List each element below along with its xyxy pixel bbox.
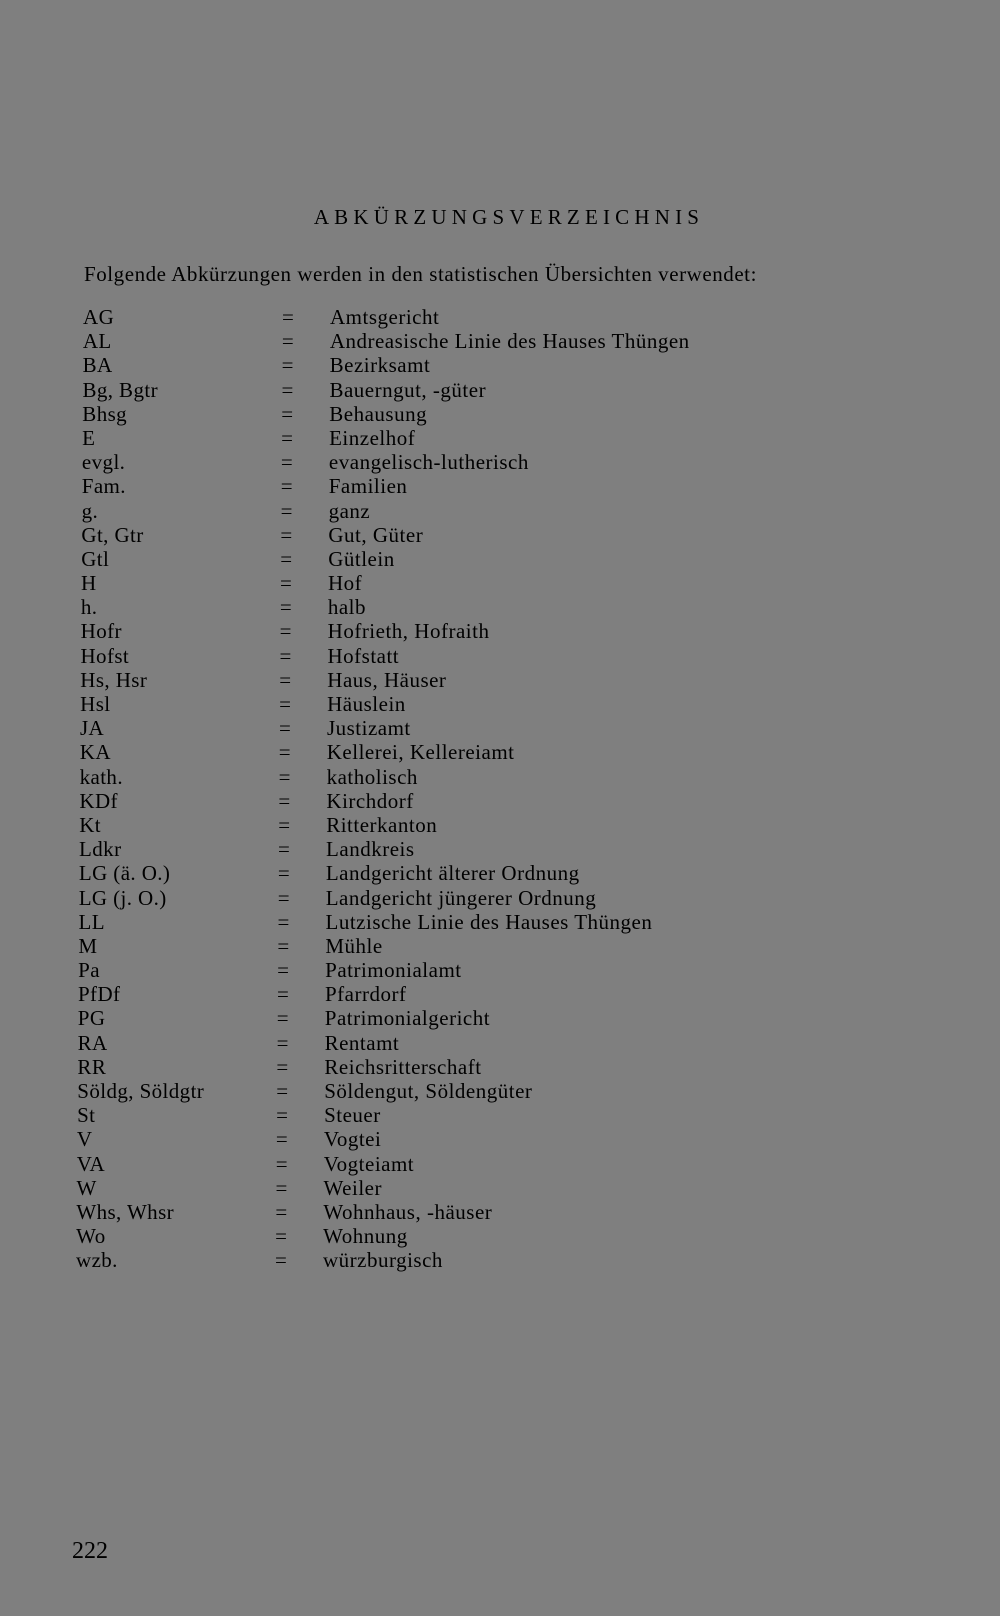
list-item bbox=[0, 1200, 1000, 1224]
page-title: ABKÜRZUNGSVERZEICHNIS bbox=[313, 205, 705, 229]
abbreviation: Pa bbox=[78, 958, 100, 983]
abbreviation: evgl. bbox=[81, 450, 126, 475]
abbreviation: Hs, Hsr bbox=[80, 667, 148, 692]
abbreviation: kath. bbox=[79, 764, 123, 789]
list-item bbox=[0, 886, 1000, 910]
equals-sign: = bbox=[276, 1054, 289, 1079]
meaning: Patrimonialgericht bbox=[324, 1006, 491, 1031]
abbreviation: Whs, Whsr bbox=[76, 1199, 175, 1224]
equals-sign: = bbox=[278, 764, 291, 789]
meaning: Söldengut, Söldengüter bbox=[324, 1079, 533, 1103]
list-item bbox=[0, 426, 1000, 450]
equals-sign: = bbox=[277, 861, 290, 886]
abbreviation: AL bbox=[82, 329, 112, 354]
meaning: Häuslein bbox=[327, 692, 406, 716]
meaning: Andreasische Linie des Hauses Thüngen bbox=[329, 329, 690, 354]
meaning: Landgericht älterer Ordnung bbox=[325, 861, 580, 886]
list-item bbox=[0, 1176, 1000, 1200]
list-item bbox=[0, 1055, 1000, 1079]
list-item bbox=[0, 837, 1000, 861]
list-item bbox=[0, 668, 1000, 692]
equals-sign: = bbox=[275, 1175, 288, 1200]
list-item bbox=[0, 450, 1000, 474]
meaning: Kellerei, Kellereiamt bbox=[326, 740, 515, 765]
equals-sign: = bbox=[275, 1248, 287, 1273]
list-item bbox=[0, 982, 1000, 1006]
meaning: Landkreis bbox=[326, 837, 415, 862]
equals-sign: = bbox=[280, 546, 293, 571]
page-number: 222 bbox=[72, 1538, 108, 1564]
list-item bbox=[0, 1248, 1000, 1272]
list-item bbox=[0, 644, 1000, 668]
equals-sign: = bbox=[279, 643, 292, 668]
list-item bbox=[0, 499, 1000, 523]
list-item bbox=[0, 1152, 1000, 1176]
equals-sign: = bbox=[281, 425, 293, 450]
equals-sign: = bbox=[276, 1079, 289, 1103]
abbreviation: Hofst bbox=[80, 643, 130, 668]
abbreviation: Hsl bbox=[80, 692, 111, 716]
abbreviation: Kt bbox=[79, 812, 102, 837]
abbreviation: KDf bbox=[79, 788, 118, 813]
list-item bbox=[0, 305, 1000, 329]
meaning: Lutzische Linie des Hauses Thüngen bbox=[325, 909, 653, 934]
equals-sign: = bbox=[281, 401, 294, 426]
meaning: halb bbox=[327, 595, 366, 620]
abbreviation-list bbox=[0, 305, 1000, 1273]
meaning: Gütlein bbox=[328, 546, 395, 571]
equals-sign: = bbox=[276, 1103, 288, 1128]
abbreviation: V bbox=[76, 1127, 93, 1152]
meaning: Bezirksamt bbox=[329, 353, 431, 378]
abbreviation: Söldg, Söldgtr bbox=[77, 1079, 205, 1103]
meaning: Wohnung bbox=[323, 1224, 408, 1249]
abbreviation: PG bbox=[77, 1006, 106, 1031]
abbreviation: Fam. bbox=[81, 474, 126, 499]
abbreviation: Gtl bbox=[81, 546, 110, 571]
abbreviation: KA bbox=[79, 740, 111, 765]
meaning: Bauerngut, -güter bbox=[329, 377, 487, 402]
equals-sign: = bbox=[277, 909, 290, 934]
abbreviation: Bg, Bgtr bbox=[82, 377, 158, 402]
equals-sign: = bbox=[279, 619, 292, 644]
list-item bbox=[0, 547, 1000, 571]
abbreviation: g. bbox=[81, 498, 99, 523]
list-item bbox=[0, 958, 1000, 982]
equals-sign: = bbox=[280, 474, 293, 499]
equals-sign: = bbox=[276, 1006, 289, 1031]
abbreviation: Gt, Gtr bbox=[81, 522, 144, 547]
meaning: Vogteiamt bbox=[323, 1151, 415, 1176]
equals-sign: = bbox=[278, 837, 290, 862]
meaning: Hof bbox=[328, 571, 363, 596]
list-item bbox=[0, 861, 1000, 885]
equals-sign: = bbox=[278, 788, 291, 813]
list-item bbox=[0, 619, 1000, 643]
list-item bbox=[0, 813, 1000, 837]
abbreviation: PfDf bbox=[77, 982, 121, 1007]
abbreviation: RA bbox=[77, 1030, 108, 1055]
list-item bbox=[0, 378, 1000, 402]
abbreviation: JA bbox=[79, 716, 105, 741]
meaning: Kirchdorf bbox=[326, 788, 414, 813]
meaning: Haus, Häuser bbox=[327, 667, 447, 692]
meaning: evangelisch-lutherisch bbox=[328, 450, 529, 475]
list-item bbox=[0, 329, 1000, 353]
equals-sign: = bbox=[275, 1224, 288, 1249]
equals-sign: = bbox=[277, 933, 290, 958]
meaning: würzburgisch bbox=[323, 1248, 443, 1273]
list-item bbox=[0, 1079, 1000, 1103]
meaning: Einzelhof bbox=[329, 425, 416, 450]
equals-sign: = bbox=[275, 1199, 288, 1224]
equals-sign: = bbox=[278, 812, 291, 837]
equals-sign: = bbox=[279, 692, 291, 716]
meaning: Pfarrdorf bbox=[324, 982, 407, 1007]
meaning: Patrimonialamt bbox=[325, 958, 462, 983]
list-item bbox=[0, 402, 1000, 426]
meaning: Landgericht jüngerer Ordnung bbox=[325, 885, 597, 910]
equals-sign: = bbox=[278, 740, 291, 765]
equals-sign: = bbox=[280, 498, 293, 523]
meaning: katholisch bbox=[326, 764, 418, 789]
equals-sign: = bbox=[280, 522, 293, 547]
abbreviation: M bbox=[78, 933, 98, 958]
meaning: Hofstatt bbox=[327, 643, 400, 668]
abbreviation: W bbox=[76, 1175, 97, 1200]
equals-sign: = bbox=[277, 885, 290, 910]
abbreviation: AG bbox=[83, 305, 115, 329]
equals-sign: = bbox=[281, 353, 294, 378]
list-item bbox=[0, 571, 1000, 595]
abbreviation: LG (j. O.) bbox=[78, 885, 167, 910]
list-item bbox=[0, 934, 1000, 958]
list-item bbox=[0, 1031, 1000, 1055]
equals-sign: = bbox=[281, 329, 294, 354]
list-item bbox=[0, 1127, 1000, 1151]
meaning: Weiler bbox=[323, 1175, 382, 1200]
equals-sign: = bbox=[280, 450, 293, 475]
meaning: Gut, Güter bbox=[328, 522, 424, 547]
equals-sign: = bbox=[275, 1151, 288, 1176]
meaning: Wohnhaus, -häuser bbox=[323, 1199, 493, 1224]
equals-sign: = bbox=[280, 571, 292, 596]
list-item bbox=[0, 910, 1000, 934]
abbreviation: h. bbox=[80, 595, 98, 620]
list-item bbox=[0, 1006, 1000, 1030]
abbreviation: BA bbox=[82, 353, 113, 378]
abbreviation: RR bbox=[77, 1054, 107, 1079]
abbreviation: St bbox=[77, 1103, 96, 1128]
list-item bbox=[0, 789, 1000, 813]
abbreviation: LG (ä. O.) bbox=[78, 861, 171, 886]
abbreviation: Hofr bbox=[80, 619, 122, 644]
list-item bbox=[0, 523, 1000, 547]
abbreviation: Bhsg bbox=[82, 401, 128, 426]
equals-sign: = bbox=[275, 1127, 288, 1152]
list-item bbox=[0, 1103, 1000, 1127]
list-item bbox=[0, 765, 1000, 789]
meaning: Justizamt bbox=[326, 716, 411, 741]
equals-sign: = bbox=[279, 595, 292, 620]
meaning: Familien bbox=[328, 474, 408, 499]
meaning: Hofrieth, Hofraith bbox=[327, 619, 490, 644]
meaning: Amtsgericht bbox=[330, 305, 440, 329]
abbreviation: E bbox=[82, 425, 96, 450]
equals-sign: = bbox=[278, 716, 291, 741]
meaning: Reichsritterschaft bbox=[324, 1054, 482, 1079]
intro-text: Folgende Abkürzungen werden in den statistischen Übersichten verwendet: bbox=[84, 262, 757, 286]
equals-sign: = bbox=[282, 305, 294, 329]
meaning: ganz bbox=[328, 498, 371, 523]
list-item bbox=[0, 740, 1000, 764]
meaning: Rentamt bbox=[324, 1030, 400, 1055]
meaning: Steuer bbox=[324, 1103, 381, 1128]
abbreviation: LL bbox=[78, 909, 105, 934]
list-item bbox=[0, 474, 1000, 498]
list-item bbox=[0, 353, 1000, 377]
abbreviation: Ldkr bbox=[79, 837, 122, 862]
abbreviation: H bbox=[81, 571, 97, 596]
abbreviation: wzb. bbox=[76, 1248, 118, 1273]
list-item bbox=[0, 716, 1000, 740]
abbreviation: VA bbox=[76, 1151, 106, 1176]
meaning: Mühle bbox=[325, 933, 383, 958]
meaning: Ritterkanton bbox=[326, 812, 438, 837]
equals-sign: = bbox=[277, 958, 289, 983]
equals-sign: = bbox=[281, 377, 294, 402]
equals-sign: = bbox=[276, 1030, 289, 1055]
list-item bbox=[0, 1224, 1000, 1248]
meaning: Behausung bbox=[329, 401, 428, 426]
abbreviation: Wo bbox=[76, 1224, 106, 1249]
list-item bbox=[0, 595, 1000, 619]
meaning: Vogtei bbox=[323, 1127, 382, 1152]
equals-sign: = bbox=[279, 667, 292, 692]
list-item bbox=[0, 692, 1000, 716]
equals-sign: = bbox=[276, 982, 289, 1007]
